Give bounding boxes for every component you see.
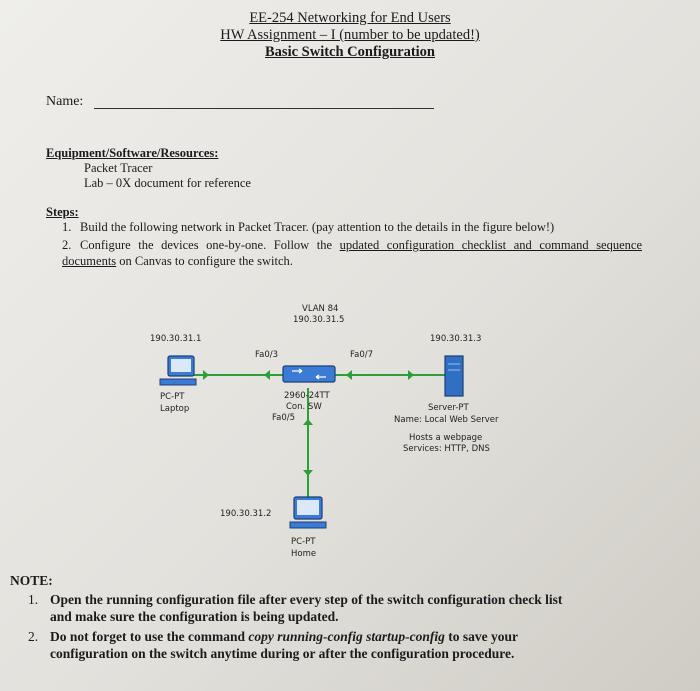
name-label: Name: bbox=[46, 94, 84, 109]
step-text: Build the following network in Packet Tracer. (pay attention to the details in the figure below!) bbox=[80, 220, 555, 234]
note-text: Do not forget to use the command bbox=[50, 629, 249, 644]
step-number: 1. bbox=[62, 220, 72, 234]
laptop-ip: 190.30.31.1 bbox=[150, 334, 202, 344]
link-marker bbox=[203, 370, 209, 380]
link-marker bbox=[303, 470, 313, 476]
laptop-pc-icon bbox=[160, 356, 196, 385]
step-number: 2. bbox=[62, 238, 72, 252]
switch-name: Con. SW bbox=[286, 402, 322, 412]
switch-ip: 190.30.31.5 bbox=[293, 315, 345, 325]
equipment-item: Packet Tracer bbox=[84, 161, 153, 175]
note-text: to save your bbox=[444, 629, 519, 644]
note-text: Open the running configuration file after every step of the switch configuration check list bbox=[50, 592, 563, 607]
laptop-type: PC-PT bbox=[160, 392, 185, 402]
note-number: 1. bbox=[28, 592, 39, 607]
switch-model: 2960-24TT bbox=[284, 391, 330, 401]
note-item-1 bbox=[28, 591, 668, 608]
steps-heading: Steps: bbox=[46, 205, 79, 219]
command-text: copy running-config startup-config bbox=[248, 629, 445, 644]
home-pc-icon bbox=[290, 497, 326, 528]
server-ip: 190.30.31.3 bbox=[430, 334, 482, 344]
equipment-heading: Equipment/Software/Resources: bbox=[46, 146, 219, 160]
laptop-name: Laptop bbox=[160, 404, 190, 414]
note-number: 2. bbox=[28, 629, 39, 644]
home-type: PC-PT bbox=[291, 537, 316, 547]
link-marker bbox=[346, 370, 352, 380]
assignment-title: HW Assignment – I (number to be updated!) bbox=[220, 27, 480, 43]
server-note: Hosts a webpage bbox=[409, 433, 483, 443]
step-text: Configure the devices one-by-one. Follow the bbox=[80, 238, 340, 252]
course-title: EE-254 Networking for End Users bbox=[249, 10, 451, 26]
home-name: Home bbox=[291, 549, 317, 559]
server-name: Name: Local Web Server bbox=[394, 415, 499, 425]
topic-title: Basic Switch Configuration bbox=[265, 44, 435, 60]
step-text: on Canvas to configure the switch. bbox=[116, 254, 293, 268]
note-item-2-cont: configuration on the switch anytime during or after the configuration procedure. bbox=[50, 646, 515, 661]
link-marker bbox=[264, 370, 270, 380]
switch-vlan: VLAN 84 bbox=[302, 304, 339, 314]
note-heading: NOTE: bbox=[10, 573, 53, 588]
link-marker bbox=[408, 370, 414, 380]
equipment-item: Lab – 0X document for reference bbox=[84, 176, 251, 190]
server-type: Server-PT bbox=[428, 403, 469, 413]
checklist-link[interactable]: updated configuration checklist and command sequence documents bbox=[62, 238, 643, 268]
switch-icon bbox=[283, 366, 335, 382]
port-right: Fa0/7 bbox=[350, 350, 373, 360]
note-item-2 bbox=[28, 628, 668, 645]
note-item-1-cont: and make sure the configuration is being updated. bbox=[50, 609, 339, 624]
link-marker bbox=[303, 419, 313, 425]
server-services: Services: HTTP, DNS bbox=[403, 444, 490, 454]
home-ip: 190.30.31.2 bbox=[220, 509, 272, 519]
port-left: Fa0/3 bbox=[255, 350, 278, 360]
port-down: Fa0/5 bbox=[272, 413, 295, 423]
server-icon bbox=[445, 356, 463, 396]
